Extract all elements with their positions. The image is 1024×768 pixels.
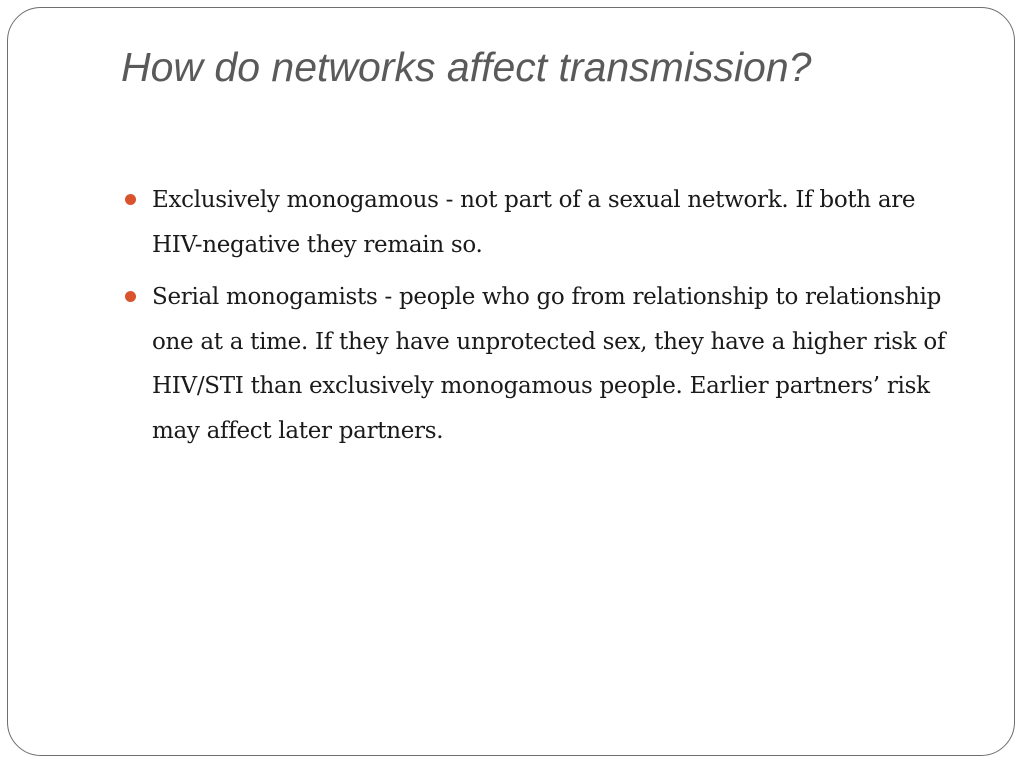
bullet-text-1: Exclusively monogamous - not part of a sexual network. If both are HIV-negative they remain so. bbox=[152, 187, 916, 258]
slide-frame bbox=[7, 7, 1015, 756]
bullet-item-1 bbox=[121, 178, 971, 267]
bullet-dot-icon bbox=[125, 291, 136, 302]
bullet-dot-icon bbox=[125, 194, 136, 205]
slide-title: How do networks affect transmission? bbox=[121, 44, 812, 90]
bullet-item-2 bbox=[121, 275, 971, 453]
bullet-list bbox=[121, 178, 971, 461]
bullet-text-2: Serial monogamists - people who go from relationship to relationship one at a time. If they have unprotected sex, they have a higher risk of HIV/STI than exclusively monogamous people. Earlier partners’ risk may affect later partners. bbox=[152, 284, 946, 444]
